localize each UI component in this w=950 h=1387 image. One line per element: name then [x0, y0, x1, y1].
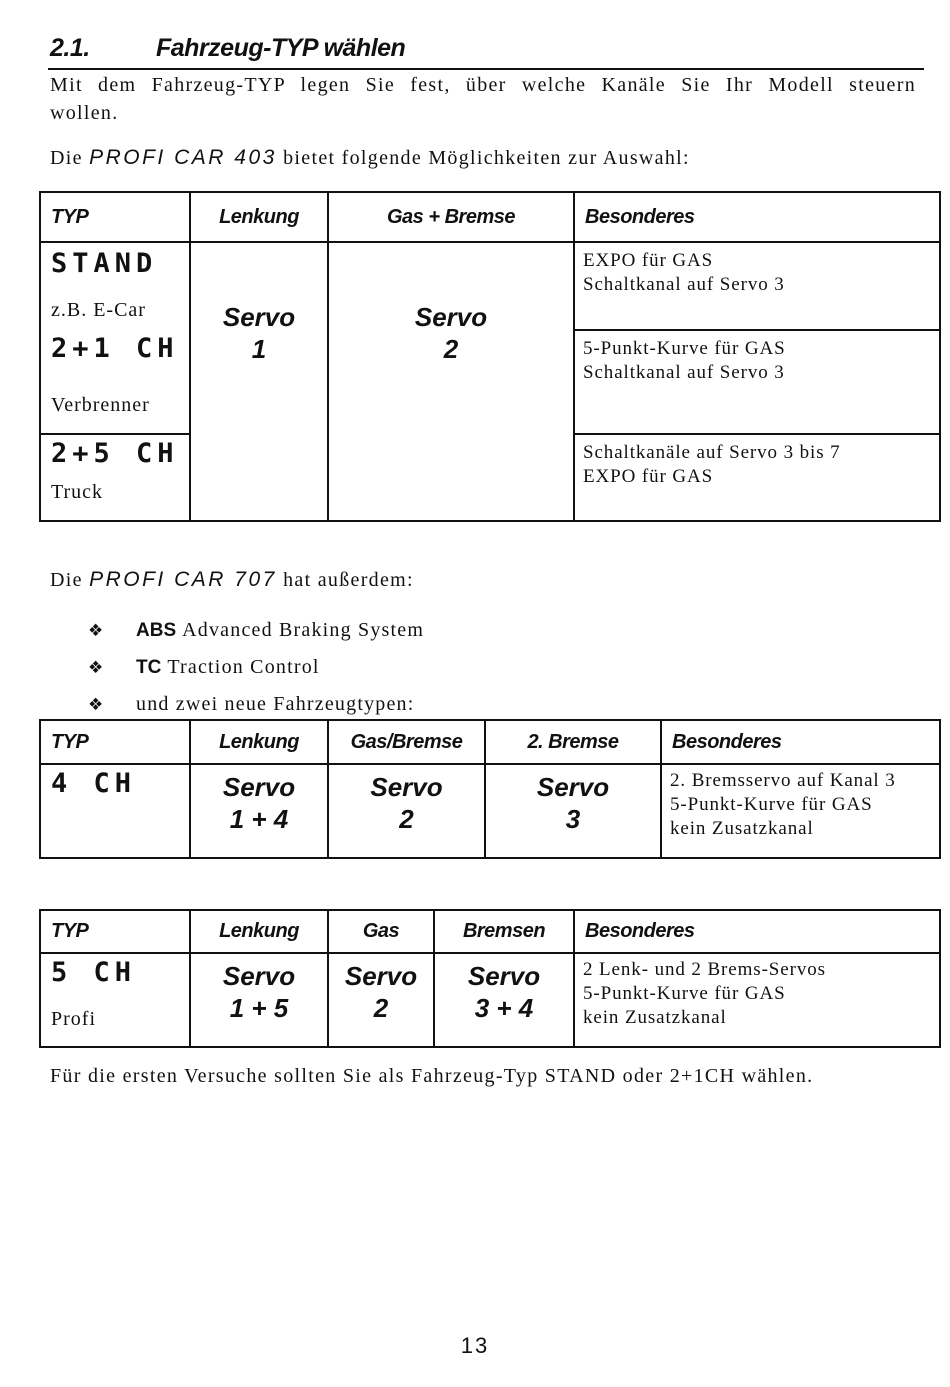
note-line: kein Zusatzkanal — [670, 818, 814, 839]
section-title: Fahrzeug-TYP wählen — [156, 34, 406, 62]
feature-text: Advanced Braking System — [182, 619, 425, 641]
note-line: EXPO für GAS — [583, 250, 714, 271]
lcd-type-5-ch: 5 CH — [51, 957, 137, 988]
lcd-type-2-1-ch: 2+1 CH — [51, 333, 179, 364]
feature-abbrev: ABS — [136, 619, 177, 641]
notes-cell — [574, 953, 940, 1047]
note-line: Schaltkanal auf Servo 3 — [583, 362, 785, 383]
type-subtitle: Truck — [51, 481, 104, 503]
product-name-403: PROFI CAR 403 — [89, 146, 277, 169]
note-line: 5-Punkt-Kurve für GAS — [583, 338, 786, 359]
lcd-type-2-5-ch: 2+5 CH — [51, 438, 179, 469]
diamond-bullet-icon: ❖ — [88, 694, 105, 715]
servo-number: 1 + 5 — [229, 993, 289, 1023]
header-lenkung: Lenkung — [190, 910, 328, 953]
servo-number: 1 + 4 — [229, 804, 289, 834]
diamond-bullet-icon: ❖ — [88, 620, 105, 641]
offer-suffix: bietet folgende Möglichkeiten zur Auswahl: — [283, 147, 690, 169]
servo-label: Servo — [370, 772, 443, 802]
note-line: Schaltkanäle auf Servo 3 bis 7 — [583, 442, 841, 463]
throttle-servo-cell — [328, 764, 485, 858]
steering-servo-cell — [190, 764, 328, 858]
servo-label: Servo — [536, 772, 610, 802]
lcd-type-4-ch: 4 CH — [51, 768, 137, 799]
header-2-bremse: 2. Bremse — [485, 720, 661, 764]
servo-label: Servo — [222, 961, 296, 991]
servo-label: Servo — [467, 961, 541, 991]
header-bremsen: Bremsen — [434, 910, 574, 953]
note-line: 2. Bremsservo auf Kanal 3 — [670, 770, 896, 791]
servo-number: 1 — [251, 334, 267, 364]
intro-line-2: wollen. — [50, 102, 119, 124]
feature-abbrev: TC — [136, 656, 162, 678]
header-besonderes: Besonderes — [574, 192, 940, 242]
header-gas: Gas — [328, 910, 434, 953]
list-item — [88, 612, 424, 649]
vehicle-type-table-403 — [39, 191, 941, 522]
notes-cell — [574, 434, 940, 521]
product-name-707: PROFI CAR 707 — [89, 568, 277, 591]
servo-number: 3 — [565, 804, 581, 834]
servo-number: 2 — [399, 804, 414, 834]
servo-label: Servo — [222, 772, 296, 802]
heading-rule — [48, 68, 924, 70]
offer-prefix: Die — [50, 147, 83, 169]
notes-cell — [574, 242, 940, 330]
closing-sentence: Für die ersten Versuche sollten Sie als Fahrzeug-Typ STAND oder 2+1CH wählen. — [50, 1065, 814, 1087]
header-typ: TYP — [40, 720, 190, 764]
steering-servo-cell — [190, 953, 328, 1047]
throttle-servo-cell — [328, 953, 434, 1047]
note-line: Schaltkanal auf Servo 3 — [583, 274, 785, 295]
vehicle-type-table-5ch — [39, 909, 941, 1048]
servo-number: 3 + 4 — [474, 993, 534, 1023]
type-cell-stand — [40, 242, 190, 330]
table-header-row — [40, 720, 940, 764]
type-cell-2-1-ch — [40, 330, 190, 434]
throttle-servo-cell — [328, 242, 574, 521]
note-line: 2 Lenk- und 2 Brems-Servos — [583, 959, 826, 980]
header-lenkung: Lenkung — [190, 720, 328, 764]
lcd-type-stand: STAND — [51, 248, 158, 279]
note-line: kein Zusatzkanal — [583, 1007, 727, 1028]
extras-suffix: hat außerdem: — [283, 569, 414, 591]
note-line: EXPO für GAS — [583, 466, 714, 487]
brake-servo-cell — [485, 764, 661, 858]
header-besonderes: Besonderes — [661, 720, 940, 764]
list-item — [88, 686, 424, 723]
type-cell-5-ch — [40, 953, 190, 1047]
header-typ: TYP — [40, 910, 190, 953]
note-line: 5-Punkt-Kurve für GAS — [583, 983, 786, 1004]
vehicle-type-table-4ch — [39, 719, 941, 859]
section-number: 2.1. — [50, 34, 90, 62]
section-heading — [50, 34, 405, 63]
table-row — [40, 242, 940, 330]
servo-number: 2 — [443, 334, 459, 364]
type-subtitle: Verbrenner — [51, 394, 150, 416]
note-line: 5-Punkt-Kurve für GAS — [670, 794, 873, 815]
type-subtitle: Profi — [51, 1008, 96, 1030]
brake-servo-cell — [434, 953, 574, 1047]
table-row — [40, 953, 940, 1047]
diamond-bullet-icon: ❖ — [88, 657, 105, 678]
header-typ: TYP — [40, 192, 190, 242]
header-besonderes: Besonderes — [574, 910, 940, 953]
type-cell-4-ch — [40, 764, 190, 858]
intro-line-1: Mit dem Fahrzeug-TYP legen Sie fest, über welche Kanäle Sie Ihr Modell steuern — [50, 74, 916, 96]
table-header-row — [40, 910, 940, 953]
offer-sentence — [50, 144, 690, 172]
page-number: 13 — [460, 1333, 490, 1358]
extras-sentence — [50, 566, 414, 594]
servo-label: Servo — [344, 961, 418, 991]
feature-text: Traction Control — [167, 656, 320, 678]
steering-servo-cell — [190, 242, 328, 521]
extras-prefix: Die — [50, 569, 83, 591]
header-lenkung: Lenkung — [190, 192, 328, 242]
header-gas-bremse: Gas/Bremse — [328, 720, 485, 764]
notes-cell — [574, 330, 940, 434]
table-row — [40, 764, 940, 858]
table-header-row — [40, 192, 940, 242]
list-item — [88, 649, 424, 686]
feature-text: und zwei neue Fahrzeugtypen: — [136, 693, 415, 715]
type-cell-2-5-ch — [40, 434, 190, 521]
servo-label: Servo — [414, 302, 488, 332]
notes-cell — [661, 764, 940, 858]
type-subtitle: z.B. E-Car — [51, 299, 146, 321]
servo-number: 2 — [373, 993, 389, 1023]
header-gas-bremse: Gas + Bremse — [328, 192, 574, 242]
servo-label: Servo — [222, 302, 296, 332]
feature-list — [88, 612, 424, 723]
